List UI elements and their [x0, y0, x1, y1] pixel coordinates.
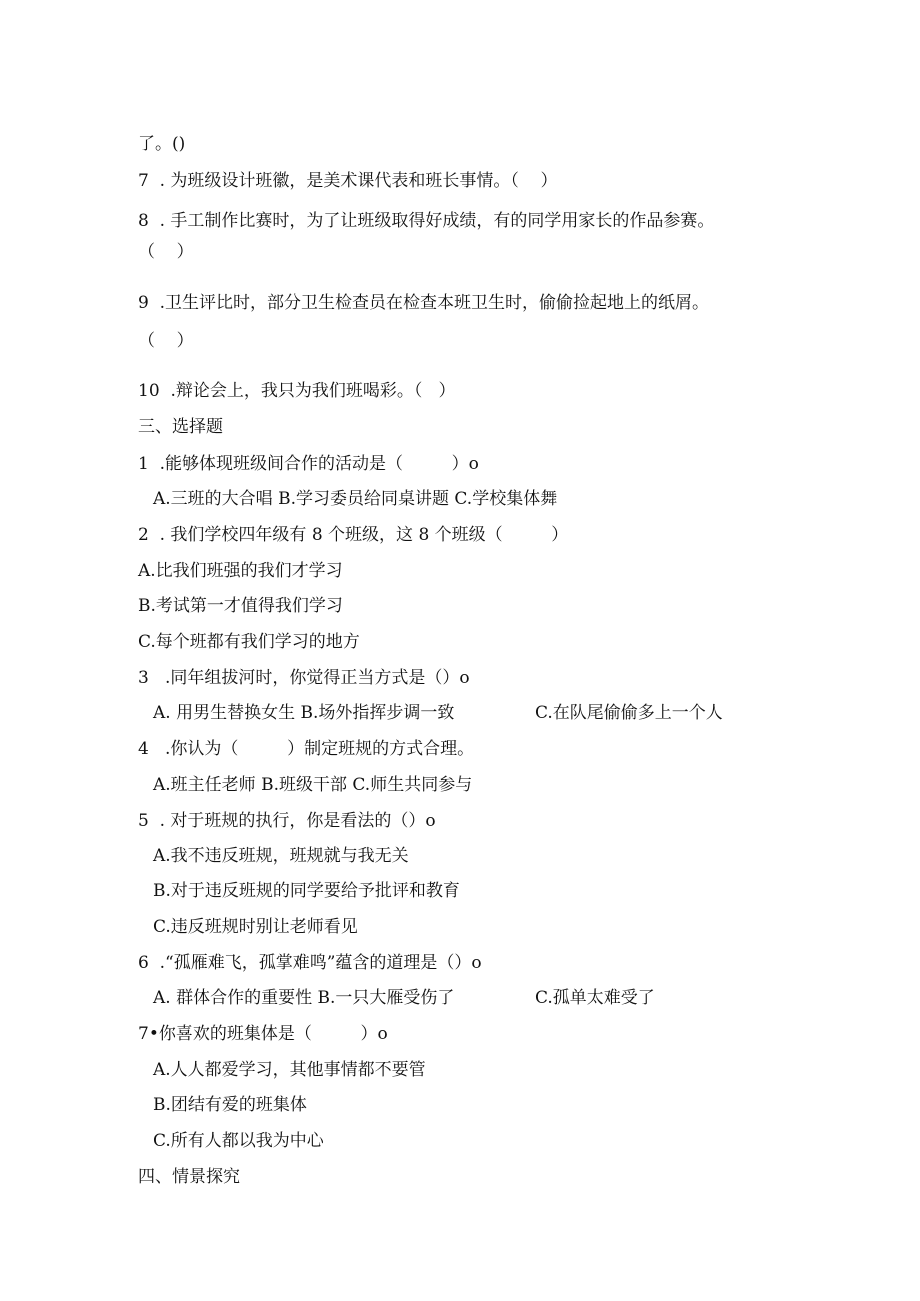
- mc-question-3: 3 .同年组拔河时，你觉得正当方式是（）o: [138, 668, 470, 688]
- tf-question-7: 7 . 为班级设计班徽，是美术课代表和班长事情。（ ）: [138, 171, 558, 191]
- mc-question-3-options-ab: A. 用男生替换女生 B.场外指挥步调一致: [153, 703, 455, 723]
- mc-question-5-option-a: A.我不违反班规，班规就与我无关: [153, 846, 409, 866]
- mc-question-7-option-b: B.团结有爱的班集体: [153, 1095, 307, 1115]
- mc-question-4-options: A.班主任老师 B.班级干部 C.师生共同参与: [153, 775, 473, 795]
- mc-question-2-option-a: A.比我们班强的我们才学习: [138, 561, 343, 581]
- mc-question-3-option-c: C.在队尾偷偷多上一个人: [535, 703, 723, 723]
- mc-question-6-options-ab: A. 群体合作的重要性 B.一只大雁受伤了: [153, 988, 455, 1008]
- mc-question-7: 7•你喜欢的班集体是（ ）o: [138, 1024, 388, 1044]
- mc-question-5: 5 . 对于班规的执行，你是看法的（）o: [138, 811, 436, 831]
- tf-question-9: 9 .卫生评比时，部分卫生检查员在检查本班卫生时，偷偷捡起地上的纸屑。: [138, 293, 710, 313]
- mc-question-1-options: A.三班的大合唱 B.学习委员给同桌讲题 C.学校集体舞: [153, 489, 558, 509]
- tf-question-8-answer-paren: （ ）: [138, 242, 194, 262]
- mc-question-4: 4 .你认为（ ）制定班规的方式合理。: [138, 739, 475, 759]
- mc-question-2: 2 . 我们学校四年级有 8 个班级，这 8 个班级（ ）: [138, 525, 569, 545]
- mc-question-5-option-c: C.违反班规时别让老师看见: [153, 917, 358, 937]
- mc-question-7-option-a: A.人人都爱学习，其他事情都不要管: [153, 1060, 426, 1080]
- section-3-title: 三、选择题: [138, 417, 223, 437]
- mc-question-7-option-c: C.所有人都以我为中心: [153, 1131, 324, 1151]
- mc-question-6: 6 .“孤雁难飞，孤掌难鸣”蕴含的道理是（）o: [138, 953, 482, 973]
- mc-question-5-option-b: B.对于违反班规的同学要给予批评和教育: [153, 881, 460, 901]
- tf-question-9-answer-paren: （ ）: [138, 331, 194, 351]
- mc-question-2-option-b: B.考试第一才值得我们学习: [138, 596, 343, 616]
- tf-question-8: 8 . 手工制作比赛时，为了让班级取得好成绩，有的同学用家长的作品参赛。: [138, 211, 715, 231]
- tf-question-10: 10 .辩论会上，我只为我们班喝彩。（ ）: [138, 381, 456, 401]
- mc-question-1: 1 .能够体现班级间合作的活动是（ ）o: [138, 454, 479, 474]
- mc-question-6-option-c: C.孤单太难受了: [535, 988, 655, 1008]
- section-4-title: 四、情景探究: [138, 1167, 240, 1187]
- mc-question-2-option-c: C.每个班都有我们学习的地方: [138, 632, 360, 652]
- tf-q6-continuation: 了。(): [138, 134, 186, 154]
